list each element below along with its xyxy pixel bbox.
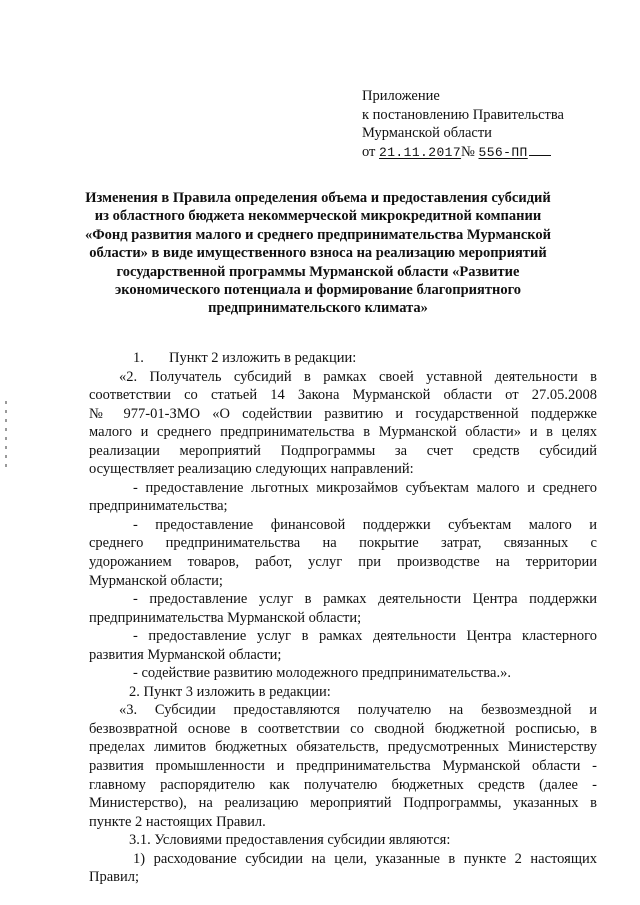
date-prefix: от: [362, 143, 376, 160]
direction-3-line: предпринимательства Мурманской области;: [89, 609, 362, 626]
paragraph-3-line: «3. Субсидии предоставляются получателю на безвозмездной и: [119, 702, 597, 719]
paragraph-2-line: «2. Получатель субсидий в рамках своей уставной деятельности в: [119, 368, 597, 385]
title-line: предпринимательского климата»: [208, 300, 428, 317]
direction-4-line: развития Мурманской области;: [89, 646, 282, 663]
item-2-heading: 2. Пункт 3 изложить в редакции:: [129, 683, 331, 700]
direction-4-line: - предоставление услуг в рамках деятельности Центра кластерного: [133, 628, 597, 645]
title-line: государственной программы Мурманской области «Развитие: [116, 263, 520, 280]
appendix-header: [362, 87, 612, 162]
paragraph-2-line: соответствии со статьей 14 Закона Мурманской области от 27.05.2008: [89, 387, 597, 404]
paragraph-2-line: малого и среднего предпринимательства в Мурманской области» и в целях: [89, 424, 597, 441]
item-1-text: Пункт 2 изложить в редакции:: [169, 350, 357, 366]
paragraph-2-line: реализации мероприятий Подпрограммы за счет средств субсидий: [89, 442, 597, 459]
paragraph-2-line: осуществляет реализацию следующих направлений:: [89, 461, 414, 478]
decree-number: 556-ПП: [478, 144, 528, 160]
paragraph-3-line: Министерство), на реализацию мероприятий Подпрограммы, указанных в: [89, 795, 597, 812]
paragraph-3-line: главному распорядителю как получателю бюджетных средств (далее -: [89, 776, 597, 793]
decree-date-number: [362, 143, 612, 163]
clause-3-1-heading: 3.1. Условиями предоставления субсидии являются:: [129, 832, 451, 849]
direction-1-line: - предоставление льготных микрозаймов субъектам малого и среднего: [133, 479, 597, 496]
appendix-reference: к постановлению Правительства: [362, 106, 564, 123]
title-line: из областного бюджета некоммерческой микрокредитной компании: [94, 208, 542, 225]
clause-3-1-1-line: 1) расходование субсидии на цели, указанные в пункте 2 настоящих: [133, 850, 597, 867]
title-line: «Фонд развития малого и среднего предпринимательства Мурманской: [84, 226, 552, 243]
paragraph-3-line: пункте 2 настоящих Правил.: [89, 813, 266, 830]
direction-3-line: - предоставление услуг в рамках деятельности Центра поддержки: [133, 591, 597, 608]
direction-5-line: - содействие развитию молодежного предпринимательства.».: [133, 665, 511, 682]
item-1-heading: [89, 349, 597, 368]
direction-1-line: предпринимательства;: [89, 498, 228, 515]
title-line: экономического потенциала и формирование благоприятного: [114, 282, 522, 299]
decree-date: 21.11.2017: [379, 144, 462, 160]
direction-2-line: - предоставление финансовой поддержки субъектам малого и: [133, 516, 597, 533]
item-1-number: 1.: [133, 350, 144, 366]
number-prefix: №: [461, 143, 475, 160]
number-underline: [529, 155, 551, 156]
direction-2-line: удорожанием товаров, работ, услуг при производстве на территории: [89, 554, 597, 571]
clause-3-1-1-line: Правил;: [89, 869, 140, 886]
paragraph-2-line: № 977-01-ЗМО «О содействии развитию и государственной поддержке: [89, 405, 597, 422]
scan-margin-marks: [3, 395, 11, 525]
direction-2-line: среднего предпринимательства на покрытие затрат, связанных с: [89, 535, 597, 552]
paragraph-3-line: безвозвратной основе в соответствии со сводной бюджетной росписью, в: [89, 720, 597, 737]
paragraph-3-line: развития промышленности и предпринимательства Мурманской области -: [89, 758, 597, 775]
appendix-label: Приложение: [362, 88, 440, 104]
appendix-region: Мурманской области: [362, 125, 492, 142]
direction-2-line: Мурманской области;: [89, 572, 223, 589]
document-title: [70, 189, 566, 318]
document-body: [89, 349, 597, 887]
paragraph-3-line: пределах лимитов бюджетных обязательств, предусмотренных Министерству: [89, 739, 597, 756]
title-line: Изменения в Правила определения объема и предоставления субсидий: [85, 190, 551, 206]
title-line: области» в виде имущественного взноса на реализацию мероприятий: [89, 245, 547, 262]
